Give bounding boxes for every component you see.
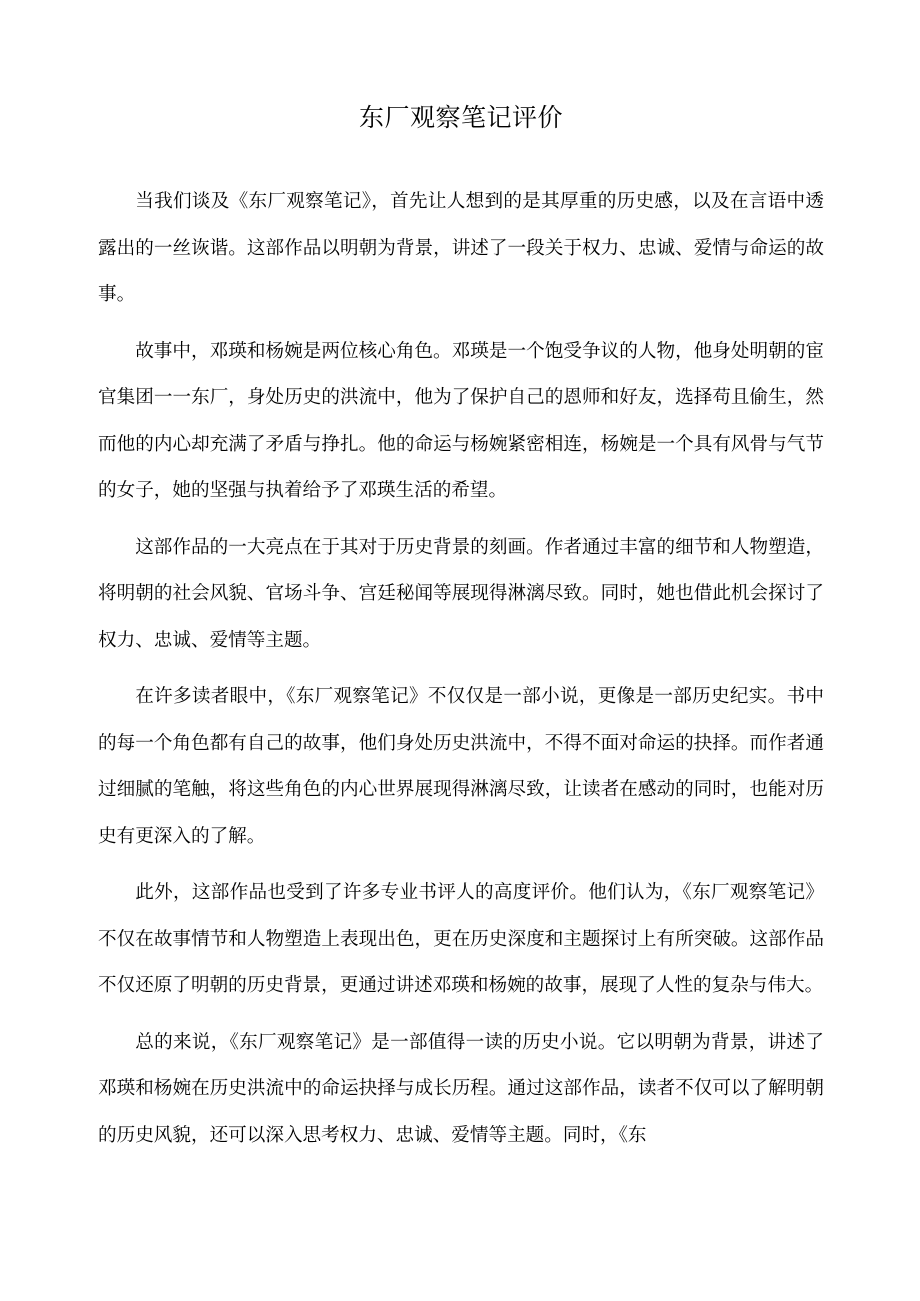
paragraph: 在许多读者眼中，《东厂观察笔记》不仅仅是一部小说，更像是一部历史纪实。书中的每一个角色都有自己的故事，他们身处历史洪流中，不得不面对命运的抉择。而作者通过细腻的笔触，将这些角色的内心世界展现得淋漓尽致，让读者在感动的同时，也能对历史有更深入的了解。 — [98, 686, 824, 847]
paragraph: 总的来说，《东厂观察笔记》是一部值得一读的历史小说。它以明朝为背景，讲述了邓瑛和杨婉在历史洪流中的命运抉择与成长历程。通过这部作品，读者不仅可以了解明朝的历史风貌，还可以深入思考权力、忠诚、爱情等主题。同时，《东 — [98, 1031, 824, 1146]
document-title: 东厂观察笔记评价 — [358, 103, 563, 132]
paragraph: 故事中，邓瑛和杨婉是两位核心角色。邓瑛是一个饱受争议的人物，他身处明朝的宦官集团一一东厂，身处历史的洪流中，他为了保护自己的恩师和好友，选择苟且偷生，然而他的内心却充满了矛盾与挣扎。他的命运与杨婉紧密相连，杨婉是一个具有风骨与气节的女子，她的坚强与执着给予了邓瑛生活的希望。 — [98, 340, 824, 501]
paragraph: 此外，这部作品也受到了许多专业书评人的高度评价。他们认为，《东厂观察笔记》不仅在故事情节和人物塑造上表现出色，更在历史深度和主题探讨上有所突破。这部作品不仅还原了明朝的历史背景，更通过讲述邓瑛和杨婉的故事，展现了人性的复杂与伟大。 — [98, 882, 824, 996]
document-body — [98, 179, 824, 1159]
paragraph: 这部作品的一大亮点在于其对于历史背景的刻画。作者通过丰富的细节和人物塑造，将明朝的社会风貌、官场斗争、宫廷秘闻等展现得淋漓尽致。同时，她也借此机会探讨了权力、忠诚、爱情等主题。 — [98, 536, 824, 651]
paragraph: 当我们谈及《东厂观察笔记》，首先让人想到的是其厚重的历史感，以及在言语中透露出的一丝诙谐。这部作品以明朝为背景，讲述了一段关于权力、忠诚、爱情与命运的故事。 — [98, 191, 824, 305]
